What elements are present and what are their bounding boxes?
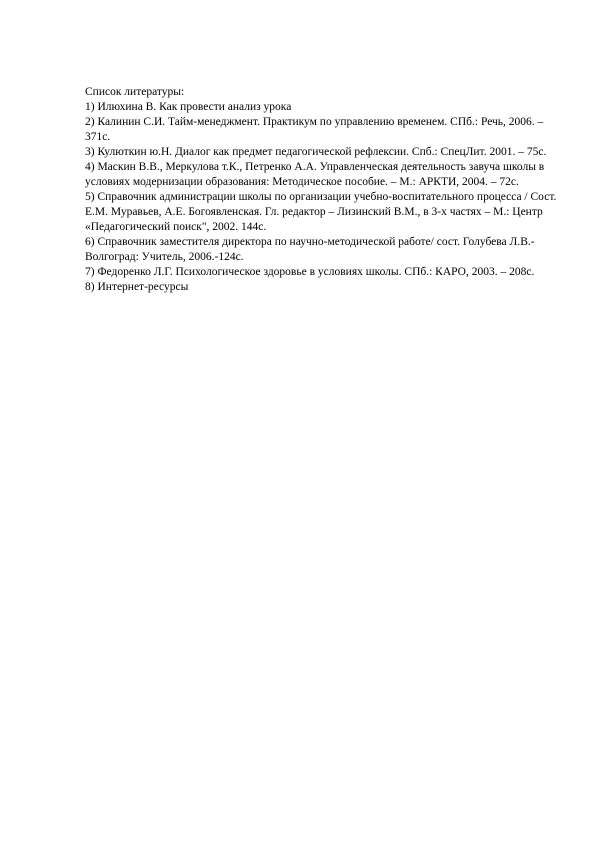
reference-item: 8) Интернет-ресурсы [85, 281, 189, 293]
reference-item: 5) Справочник администрации школы по организации учебно-воспитательного процесса / Сост. Е.М. Муравьев, А.Е. Богоявленская. Гл. редактор – Лизинский В.М., в 3-х частях – М.: Центр «Педагогический поиск", 2002. 144с. [85, 191, 557, 233]
reference-item: 1) Илюхина В. Как провести анализ урока [85, 101, 292, 113]
reference-item: 6) Справочник заместителя директора по научно-методической работе/ сост. Голубева Л.В.- Волгоград: Учитель, 2006.-124с. [85, 236, 535, 263]
reference-item: 2) Калинин С.И. Тайм-менеджмент. Практикум по управлению временем. СПб.: Речь, 2006. – 371с. [85, 116, 544, 143]
reference-item: 3) Кулюткин ю.Н. Диалог как предмет педагогической рефлексии. Спб.: СпецЛит. 2001. – 75с. [85, 146, 547, 158]
references-list [85, 100, 560, 295]
reference-item: 4) Маскин В.В., Меркулова т.К., Петренко А.А. Управленческая деятельность завуча школы в условиях модернизации образования: Методическое пособие. – М.: АРКТИ, 2004. – 72с. [85, 161, 545, 188]
references-heading: Список литературы: [85, 86, 185, 98]
page-content [85, 85, 560, 295]
reference-item: 7) Федоренко Л.Г. Психологическое здоровье в условиях школы. СПб.: КАРО, 2003. – 208с. [85, 266, 535, 278]
